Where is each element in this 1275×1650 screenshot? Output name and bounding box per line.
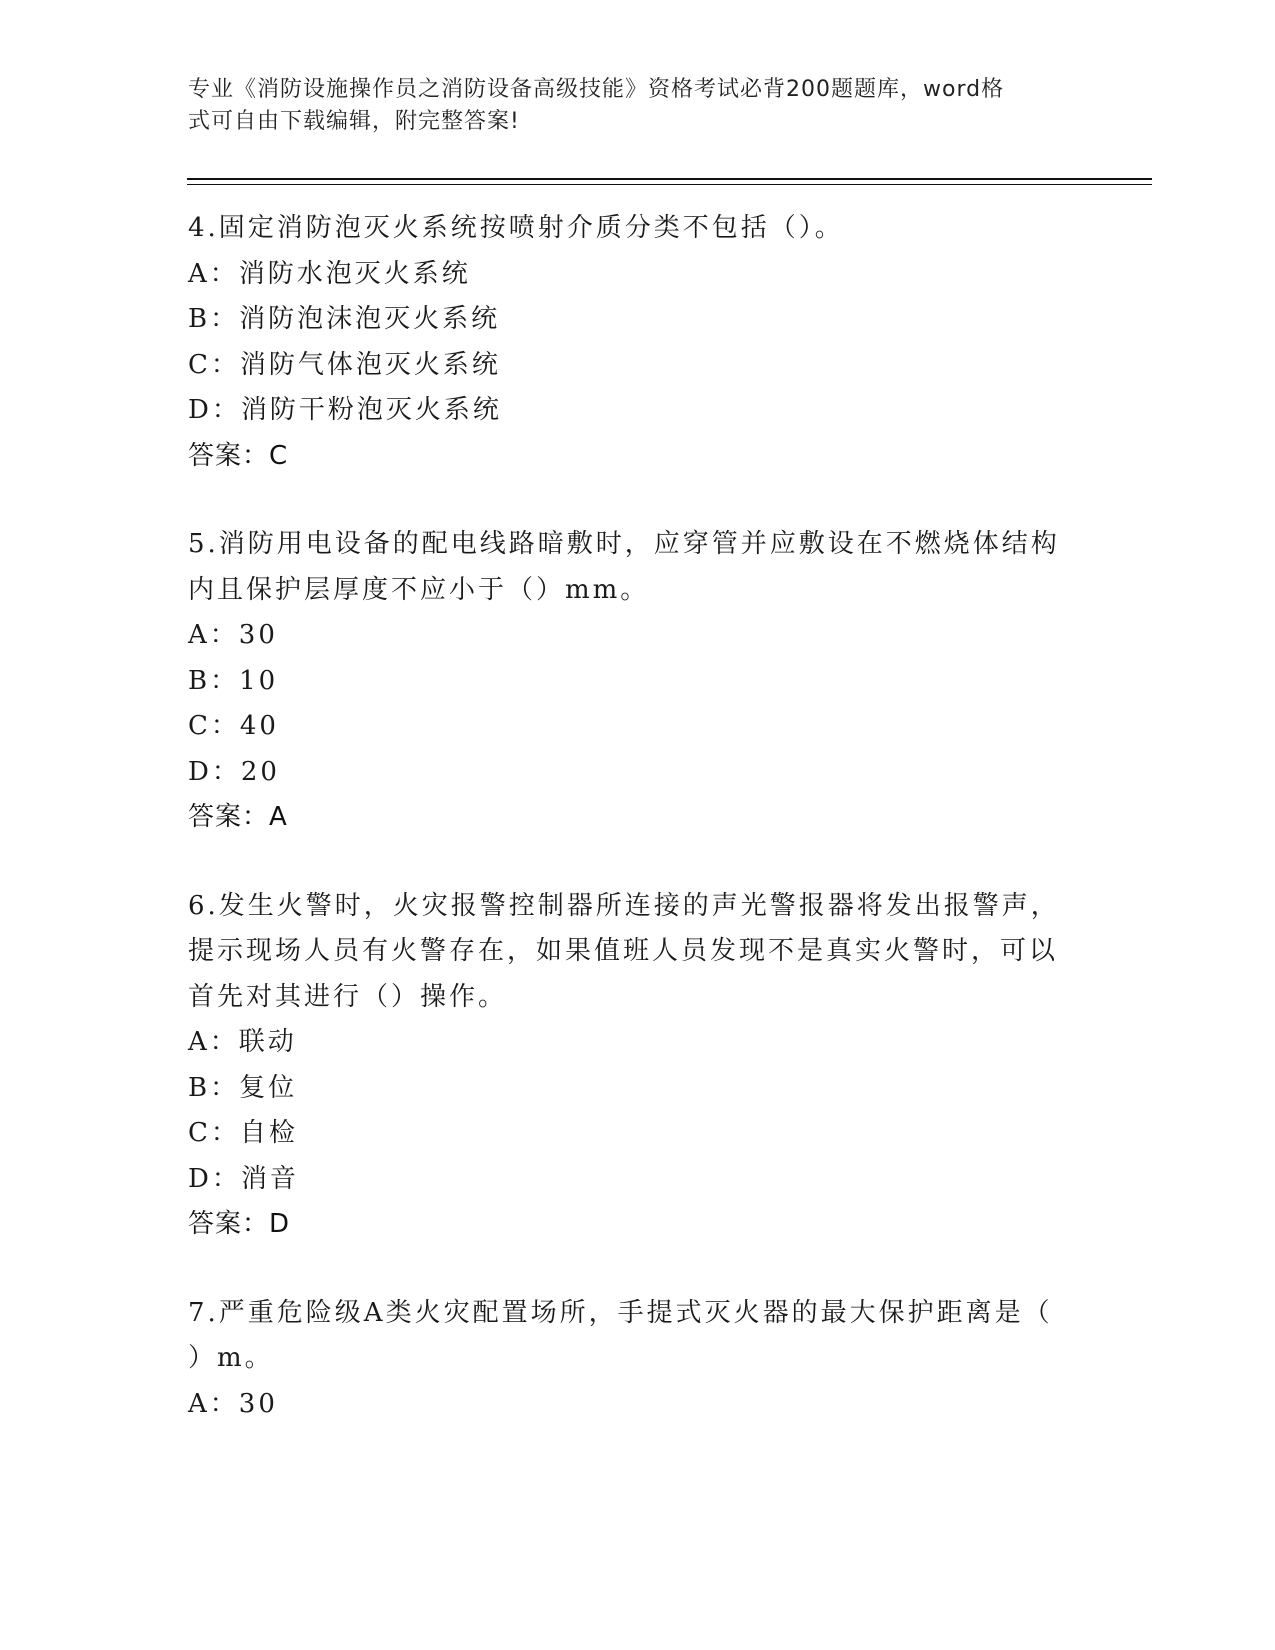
answer-line: 答案：A <box>188 802 288 832</box>
option-c: C：消防气体泡灭火系统 <box>188 349 501 380</box>
question-stem-line: 内且保护层厚度不应小于（）mm。 <box>188 574 650 605</box>
option-a: A：30 <box>188 1388 278 1419</box>
question-stem-line: 7.严重危险级A类火灾配置场所，手提式灭火器的最大保护距离是（ <box>188 1297 1053 1328</box>
question-stem-line: 提示现场人员有火警存在，如果值班人员发现不是真实火警时，可以 <box>188 936 1059 966</box>
header-divider-thick <box>187 178 1152 180</box>
question-stem-line: 4.固定消防泡灭火系统按喷射介质分类不包括（）。 <box>188 213 844 243</box>
question-7 <box>188 1291 1068 1428</box>
question-4 <box>188 206 1068 479</box>
option-a: A：联动 <box>188 1027 297 1057</box>
option-a: A：消防水泡灭火系统 <box>188 258 471 289</box>
option-a: A：30 <box>188 620 278 650</box>
option-c: C：40 <box>188 711 279 741</box>
option-d: D：消防干粉泡灭火系统 <box>188 395 502 425</box>
option-b: B：10 <box>188 665 279 696</box>
header-line-1: 专业《消防设施操作员之消防设备高级技能》资格考试必背200题题库，word格 <box>188 77 1005 102</box>
option-b: B：消防泡沫泡灭火系统 <box>188 304 501 334</box>
question-list <box>188 206 1068 1470</box>
question-stem-line: 5.消防用电设备的配电线路暗敷时，应穿管并应敷设在不燃烧体结构 <box>188 529 1060 559</box>
header-divider-thin <box>187 184 1152 185</box>
question-stem-line: ）m。 <box>188 1343 274 1373</box>
question-stem-line: 6.发生火警时，火灾报警控制器所连接的声光警报器将发出报警声， <box>188 890 1060 921</box>
option-b: B：复位 <box>188 1072 298 1103</box>
option-d: D：20 <box>188 756 280 787</box>
document-header <box>188 74 1068 138</box>
question-6 <box>188 884 1068 1248</box>
answer-line: 答案：C <box>188 440 289 471</box>
question-5 <box>188 522 1068 841</box>
option-c: C：自检 <box>188 1118 298 1148</box>
option-d: D：消音 <box>188 1163 299 1194</box>
answer-line: 答案：D <box>188 1209 291 1239</box>
question-stem-line: 首先对其进行（）操作。 <box>188 981 508 1012</box>
header-line-2: 式可自由下载编辑，附完整答案! <box>188 109 520 134</box>
